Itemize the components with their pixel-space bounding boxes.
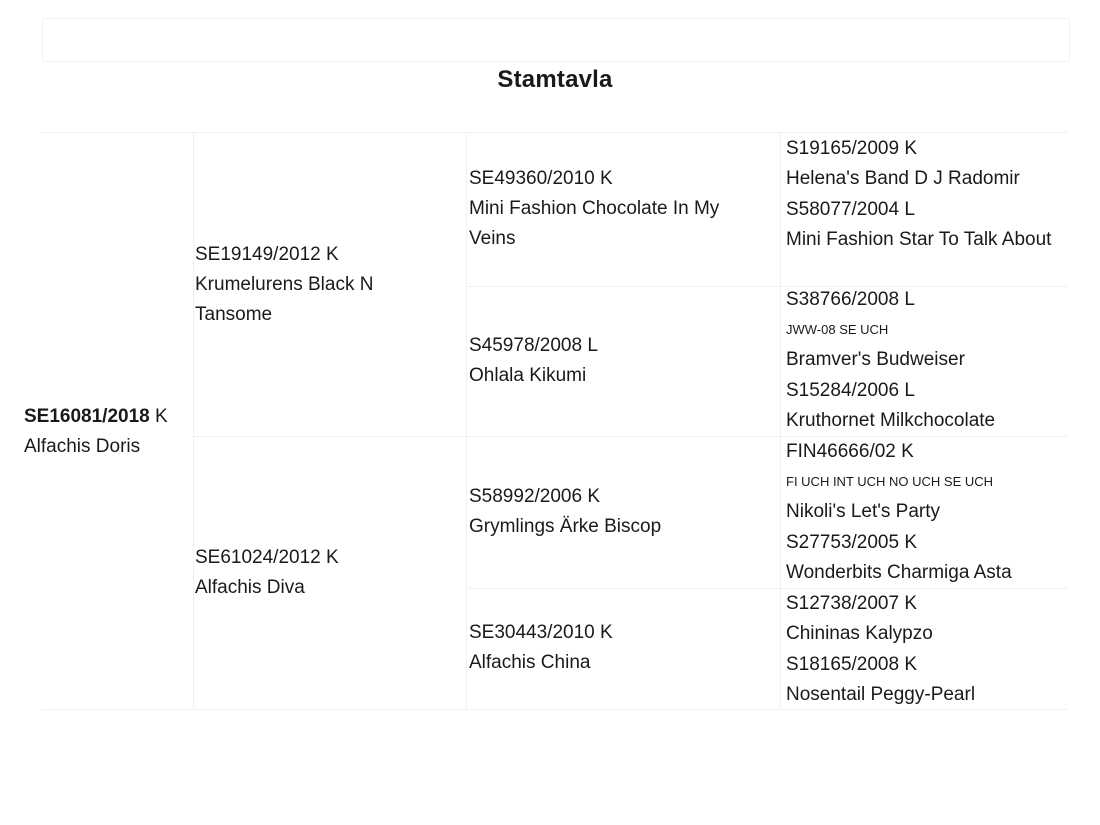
great-grandparent-cell bbox=[786, 528, 1056, 588]
grandparent-cell bbox=[469, 164, 759, 254]
grandparent-name: Grymlings Ärke Biscop bbox=[469, 516, 662, 537]
great-grandparent-cell bbox=[786, 589, 1056, 649]
great-grandparent-reg: S27753/2005 K bbox=[786, 532, 918, 553]
parent-reg: SE19149/2012 K bbox=[195, 244, 339, 265]
grandparent-reg: SE49360/2010 K bbox=[469, 168, 613, 189]
parent-cell-sire bbox=[195, 240, 415, 330]
great-grandparent-name: Nosentail Peggy-Pearl bbox=[786, 684, 976, 705]
great-grandparent-name: Nikoli's Let's Party bbox=[786, 501, 941, 522]
great-grandparent-titles: JWW-08 SE UCH bbox=[786, 322, 889, 337]
great-grandparent-cell bbox=[786, 376, 1056, 436]
great-grandparent-name: Chininas Kalypzo bbox=[786, 623, 933, 644]
subject-name: Alfachis Doris bbox=[24, 436, 141, 457]
great-grandparent-cell bbox=[786, 650, 1056, 710]
grandparent-reg: SE30443/2010 K bbox=[469, 622, 613, 643]
grandparent-reg: S45978/2008 L bbox=[469, 335, 598, 356]
grandparent-name: Alfachis China bbox=[469, 652, 591, 673]
great-grandparent-reg: FIN46666/02 K bbox=[786, 441, 914, 462]
grandparent-cell bbox=[469, 618, 759, 678]
subject-sex: K bbox=[155, 406, 168, 427]
great-grandparent-reg: S12738/2007 K bbox=[786, 593, 918, 614]
parent-name: Alfachis Diva bbox=[195, 577, 305, 598]
grandparent-name: Mini Fashion Chocolate In My Veins bbox=[469, 198, 720, 249]
great-grandparent-name: Kruthornet Milkchocolate bbox=[786, 410, 996, 431]
great-grandparent-cell bbox=[786, 134, 1056, 194]
great-grandparent-name: Bramver's Budweiser bbox=[786, 349, 965, 370]
grandparent-name: Ohlala Kikumi bbox=[469, 365, 587, 386]
subject-reg: SE16081/2018 bbox=[24, 406, 150, 427]
column-divider bbox=[466, 132, 467, 710]
great-grandparent-name: Helena's Band D J Radomir bbox=[786, 168, 1020, 189]
great-grandparent-reg: S19165/2009 K bbox=[786, 138, 918, 159]
header-bar bbox=[42, 18, 1070, 62]
parent-name: Krumelurens Black N Tansome bbox=[195, 274, 374, 325]
great-grandparent-reg: S15284/2006 L bbox=[786, 380, 915, 401]
grandparent-cell bbox=[469, 482, 759, 542]
great-grandparent-reg: S58077/2004 L bbox=[786, 199, 915, 220]
grandparent-cell bbox=[469, 331, 759, 391]
table-border-top bbox=[42, 132, 1068, 133]
great-grandparent-reg: S18165/2008 K bbox=[786, 654, 918, 675]
great-grandparent-cell bbox=[786, 437, 1056, 527]
subject-cell bbox=[24, 402, 168, 462]
page-title: Stamtavla bbox=[497, 66, 613, 93]
great-grandparent-cell bbox=[786, 195, 1056, 255]
great-grandparent-name: Mini Fashion Star To Talk About bbox=[786, 229, 1052, 250]
column-divider bbox=[193, 132, 194, 710]
great-grandparent-titles: FI UCH INT UCH NO UCH SE UCH bbox=[786, 474, 994, 489]
grandparent-reg: S58992/2006 K bbox=[469, 486, 601, 507]
parent-reg: SE61024/2012 K bbox=[195, 547, 339, 568]
parent-cell-dam bbox=[195, 543, 415, 603]
great-grandparent-reg: S38766/2008 L bbox=[786, 289, 915, 310]
great-grandparent-cell bbox=[786, 285, 1056, 375]
column-divider bbox=[780, 132, 781, 710]
great-grandparent-name: Wonderbits Charmiga Asta bbox=[786, 562, 1012, 583]
